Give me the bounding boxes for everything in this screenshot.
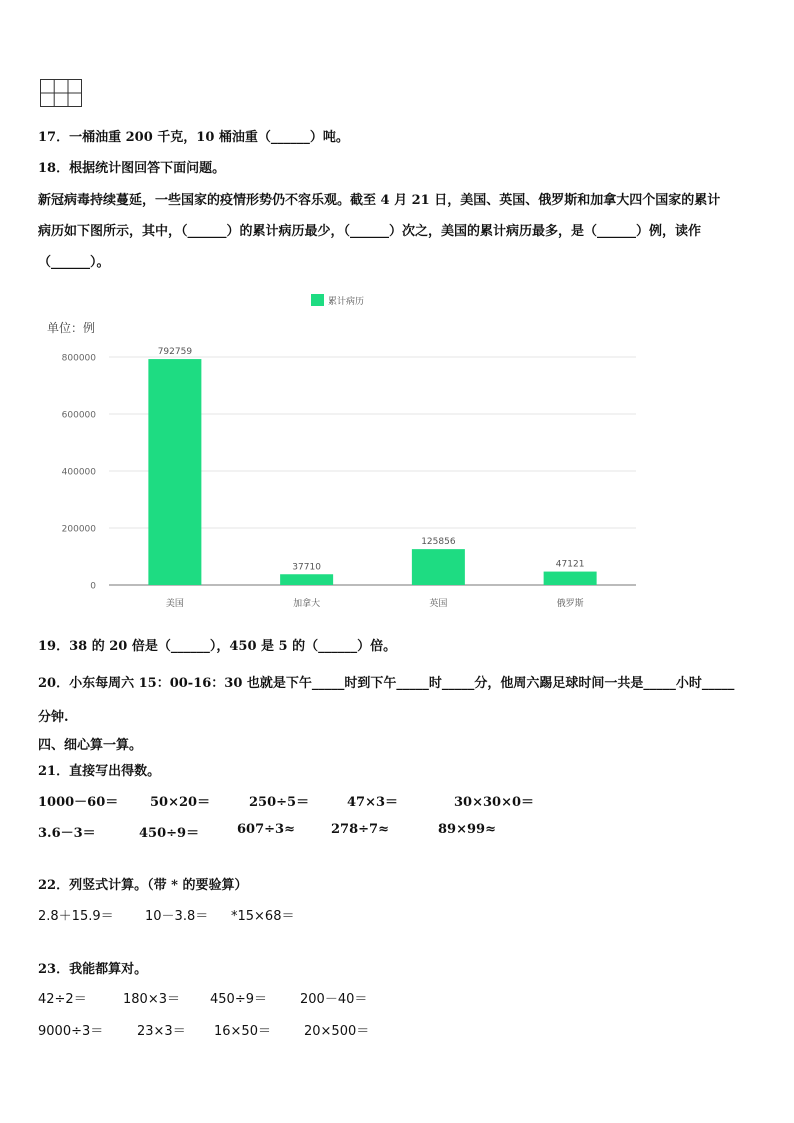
calc-item: 180×3＝ — [123, 992, 180, 1007]
calc-item: *15×68＝ — [231, 909, 295, 924]
question-22-title: 22．列竖式计算。（带 * 的要验算） — [38, 878, 248, 893]
x-tick-label: 美国 — [165, 599, 184, 609]
calc-item: 20×500＝ — [304, 1024, 370, 1039]
question-18-title: 18．根据统计图回答下面问题。 — [38, 161, 226, 176]
calc-item: 42÷2＝ — [38, 992, 87, 1007]
y-tick-label: 400000 — [61, 467, 96, 478]
bar — [544, 572, 597, 585]
question-21-title: 21．直接写出得数。 — [38, 764, 161, 779]
calc-item: 1000－60＝ — [38, 795, 119, 810]
section-4-title: 四、细心算一算。 — [38, 738, 143, 753]
calc-item: 250÷5＝ — [249, 795, 310, 810]
bar-chart — [0, 280, 794, 620]
question-18-line-2: 病历如下图所示，其中，（______）的累计病历最少，（______）次之，美国的累计病历最多，是（______）例，读作 — [38, 224, 702, 239]
calc-item: 607÷3≈ — [237, 822, 295, 837]
calc-item: 3.6－3＝ — [38, 826, 96, 841]
data-label: 37710 — [292, 562, 321, 573]
bar — [280, 574, 333, 585]
question-19: 19．38 的 20 倍是（______），450 是 5 的（______）倍。 — [38, 639, 397, 654]
data-label: 47121 — [555, 559, 585, 570]
x-tick-label: 英国 — [429, 599, 448, 609]
question-20-line-1: 20．小东每周六 15：00-16：30 也就是下午_____时到下午_____时_____分，他周六踢足球时间一共是_____小时_____ — [38, 676, 735, 691]
legend-label: 累计病历 — [328, 297, 365, 307]
writing-grid — [40, 79, 82, 107]
question-20-line-2: 分钟. — [38, 710, 69, 725]
y-tick-label: 200000 — [61, 524, 96, 535]
calc-item: 16×50＝ — [214, 1024, 271, 1039]
question-17: 17．一桶油重 200 千克，10 桶油重（______）吨。 — [38, 130, 349, 145]
x-tick-label: 加拿大 — [293, 599, 321, 609]
calc-item: 89×99≈ — [438, 822, 496, 837]
legend-swatch — [311, 294, 324, 306]
calc-item: 50×20＝ — [150, 795, 211, 810]
y-tick-label: 0 — [90, 581, 96, 592]
y-tick-label: 600000 — [61, 410, 96, 421]
calc-item: 9000÷3＝ — [38, 1024, 104, 1039]
calc-item: 47×3＝ — [347, 795, 399, 810]
y-tick-label: 800000 — [61, 353, 96, 364]
calc-item: 30×30×0＝ — [454, 795, 535, 810]
calc-item: 10－3.8＝ — [145, 909, 209, 924]
question-23-title: 23．我能都算对。 — [38, 962, 148, 977]
y-axis-unit: 单位：例 — [47, 321, 96, 335]
calc-item: 2.8＋15.9＝ — [38, 909, 114, 924]
x-tick-label: 俄罗斯 — [556, 599, 584, 609]
data-label: 125856 — [421, 537, 456, 548]
calc-item: 23×3＝ — [137, 1024, 186, 1039]
data-label: 792759 — [157, 347, 193, 358]
calc-item: 450÷9＝ — [210, 992, 267, 1007]
bar — [412, 549, 465, 585]
question-18-line-3: （______）。 — [38, 255, 110, 270]
calc-item: 200－40＝ — [300, 992, 368, 1007]
calc-item: 450÷9＝ — [139, 826, 200, 841]
bar — [148, 359, 201, 585]
question-18-line-1: 新冠病毒持续蔓延，一些国家的疫情形势仍不容乐观。截至 4 月 21 日，美国、英国、俄罗斯和加拿大四个国家的累计 — [38, 193, 721, 208]
calc-item: 278÷7≈ — [331, 822, 389, 837]
